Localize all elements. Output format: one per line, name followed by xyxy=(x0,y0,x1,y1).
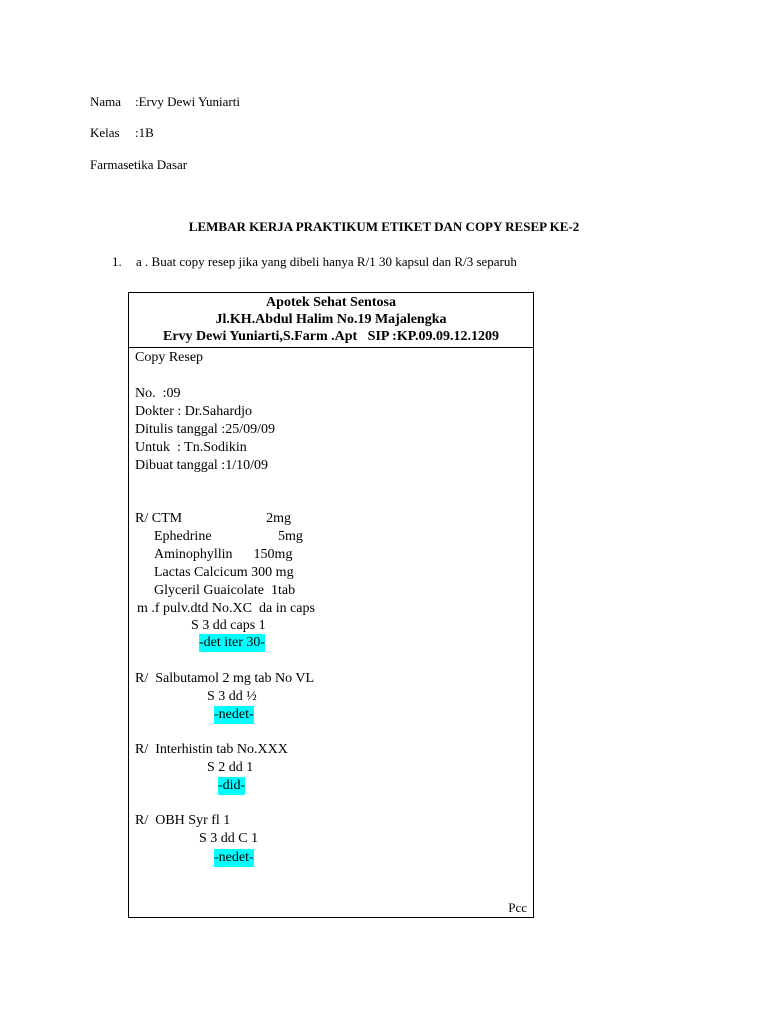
patient: Untuk : Tn.Sodikin xyxy=(135,440,247,455)
question-text: a . Buat copy resep jika yang dibeli hanya R/1 30 kapsul dan R/3 separuh xyxy=(136,254,517,269)
r3-line1: R/ Interhistin tab No.XXX xyxy=(135,742,288,757)
written-date: Ditulis tanggal :25/09/09 xyxy=(135,422,275,437)
r1-note: -det iter 30- xyxy=(199,635,266,650)
nama-value: :Ervy Dewi Yuniarti xyxy=(135,94,240,109)
nama-label: Nama xyxy=(90,94,122,109)
r1-line4: Lactas Calcicum 300 mg xyxy=(154,565,294,580)
r4-sig: S 3 dd C 1 xyxy=(199,831,259,846)
pharmacy-address: Jl.KH.Abdul Halim No.19 Majalengka xyxy=(215,312,447,327)
r1-sig: S 3 dd caps 1 xyxy=(191,618,266,633)
kelas-label: Kelas xyxy=(90,125,120,140)
r4-line1: R/ OBH Syr fl 1 xyxy=(135,813,231,828)
r1-line3: Aminophyllin 150mg xyxy=(154,547,293,562)
r3-sig: S 2 dd 1 xyxy=(207,760,254,775)
r1-line6: m .f pulv.dtd No.XC da in caps xyxy=(137,601,315,616)
made-date: Dibuat tanggal :1/10/09 xyxy=(135,458,268,473)
r1-line1: R/ CTM 2mg xyxy=(135,511,291,526)
r1-line5: Glyceril Guaicolate 1tab xyxy=(154,583,296,598)
copy-title: Copy Resep xyxy=(135,350,204,365)
kelas-value: :1B xyxy=(135,125,154,140)
r1-line2: Ephedrine 5mg xyxy=(154,529,303,544)
pcc-label: Pcc xyxy=(508,900,527,915)
doctor: Dokter : Dr.Sahardjo xyxy=(135,404,253,419)
r3-note: -did- xyxy=(218,778,246,793)
copy-resep-box xyxy=(128,292,534,918)
pharmacy-header xyxy=(129,293,533,348)
pharmacist-line: Ervy Dewi Yuniarti,S.Farm .Apt SIP :KP.09.09.12.1209 xyxy=(162,329,499,344)
r4-note: -nedet- xyxy=(214,850,254,865)
question-number: 1. xyxy=(112,254,122,269)
course-name: Farmasetika Dasar xyxy=(90,157,188,172)
r2-note: -nedet- xyxy=(214,707,254,722)
r2-line1: R/ Salbutamol 2 mg tab No VL xyxy=(135,671,315,686)
r2-sig: S 3 dd ½ xyxy=(207,689,257,704)
recipe-no: No. :09 xyxy=(135,386,181,401)
pharmacy-name: Apotek Sehat Sentosa xyxy=(266,295,396,310)
page-title: LEMBAR KERJA PRAKTIKUM ETIKET DAN COPY RESEP KE-2 xyxy=(188,219,580,234)
